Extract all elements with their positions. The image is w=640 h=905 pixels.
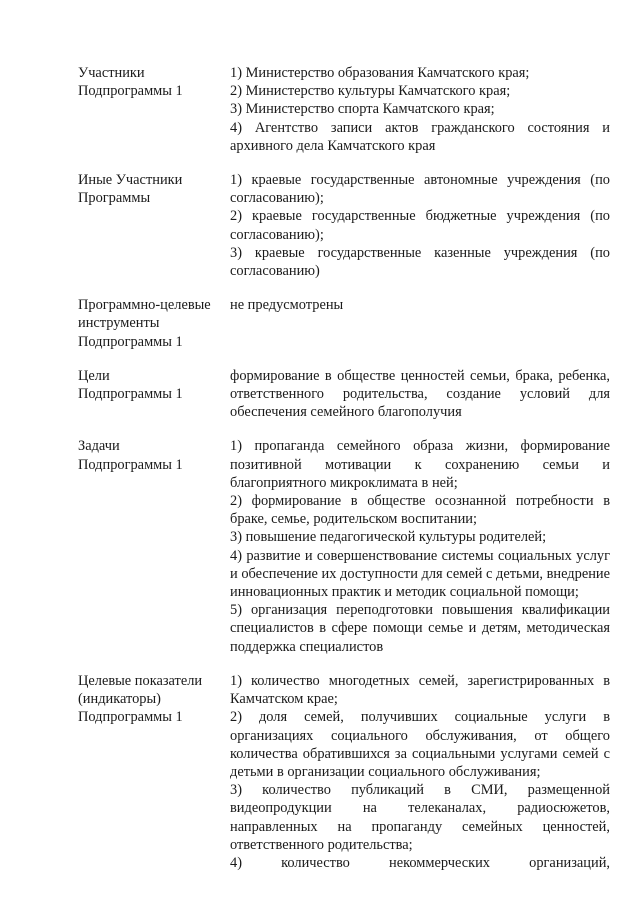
list-item: формирование в обществе ценностей семьи, брака, ребенка, ответственного родительства, создание условий для обеспечения семейного благополучия	[230, 367, 610, 421]
row-label-line: Подпрограммы 1	[78, 333, 183, 350]
row-label-line: Подпрограммы 1	[78, 709, 183, 726]
row-program-tools	[78, 296, 610, 351]
row-label-line: Программно-целевые	[78, 297, 211, 314]
row-value	[230, 672, 610, 872]
row-label-line: Иные Участники	[78, 172, 183, 189]
list-item: 4) Агентство записи актов гражданского состояния и архивного дела Камчатского края	[230, 119, 610, 154]
row-label	[78, 171, 230, 207]
row-label-line: инструменты	[78, 315, 160, 332]
row-label-line: Участники	[78, 65, 145, 81]
list-item: 4) развитие и совершенствование системы социальных услуг и обеспечение их доступности для семей с детьми, внедрение инновационных практик и методик социальной помощи;	[230, 547, 610, 601]
list-item: 3) Министерство спорта Камчатского края;	[230, 101, 495, 118]
list-item: 1) количество многодетных семей, зарегистрированных в Камчатском крае;	[230, 672, 610, 708]
row-label-line: Программы	[78, 190, 151, 207]
list-item: 4) количество некоммерческих организаций,	[230, 854, 610, 871]
row-tasks	[78, 437, 610, 655]
row-label	[78, 437, 230, 473]
list-item: 3) количество публикаций в СМИ, размещенной видеопродукции на телеканалах, радиосюжетов, направленных на пропаганду семейных ценностей, ответственного родительства;	[230, 782, 610, 853]
list-item: 2) доля семей, получивших социальные услуги в организациях социального обслуживания, от общего количества обратившихся за социальными услугами семей с детьми в организации социального обслуживания;	[230, 709, 610, 780]
list-item: не предусмотрены	[230, 297, 344, 314]
row-participants	[78, 64, 610, 155]
list-item: 1) пропаганда семейного образа жизни, формирование позитивной мотивации к сохранению семьи и благоприятного микроклимата в ней;	[230, 438, 610, 491]
list-item: 3) краевые государственные казенные учреждения (по согласованию)	[230, 244, 610, 280]
row-other-participants	[78, 171, 610, 280]
list-item: 2) Министерство культуры Камчатского края;	[230, 83, 511, 100]
row-label-line: Подпрограммы 1	[78, 83, 183, 100]
list-item: 3) повышение педагогической культуры родителей;	[230, 529, 547, 546]
row-label	[78, 64, 230, 100]
list-item: 2) краевые государственные бюджетные учреждения (по согласованию);	[230, 208, 610, 243]
row-goals	[78, 367, 610, 422]
document-page	[78, 64, 610, 888]
row-label	[78, 672, 230, 727]
row-value	[230, 367, 610, 422]
list-item: 2) формирование в обществе осознанной потребности в браке, семье, родительском воспитании;	[230, 493, 610, 528]
row-label-line: Подпрограммы 1	[78, 456, 183, 473]
row-label	[78, 296, 230, 351]
list-item: 1) краевые государственные автономные учреждения (по согласованию);	[230, 172, 610, 207]
row-label-line: Подпрограммы 1	[78, 386, 183, 403]
row-target-indicators	[78, 672, 610, 872]
list-item: 1) Министерство образования Камчатского края;	[230, 65, 530, 81]
row-label	[78, 367, 230, 403]
row-label-line: (индикаторы)	[78, 691, 161, 708]
row-label-line: Целевые показатели	[78, 672, 203, 689]
list-item: 5) организация переподготовки повышения квалификации специалистов в сфере помощи семье и детям, методическая поддержка специалистов	[230, 602, 610, 655]
row-value	[230, 171, 610, 280]
row-value	[230, 437, 610, 655]
row-value	[230, 296, 610, 314]
row-label-line: Задачи	[78, 438, 120, 455]
row-value	[230, 64, 610, 155]
row-label-line: Цели	[78, 367, 110, 384]
